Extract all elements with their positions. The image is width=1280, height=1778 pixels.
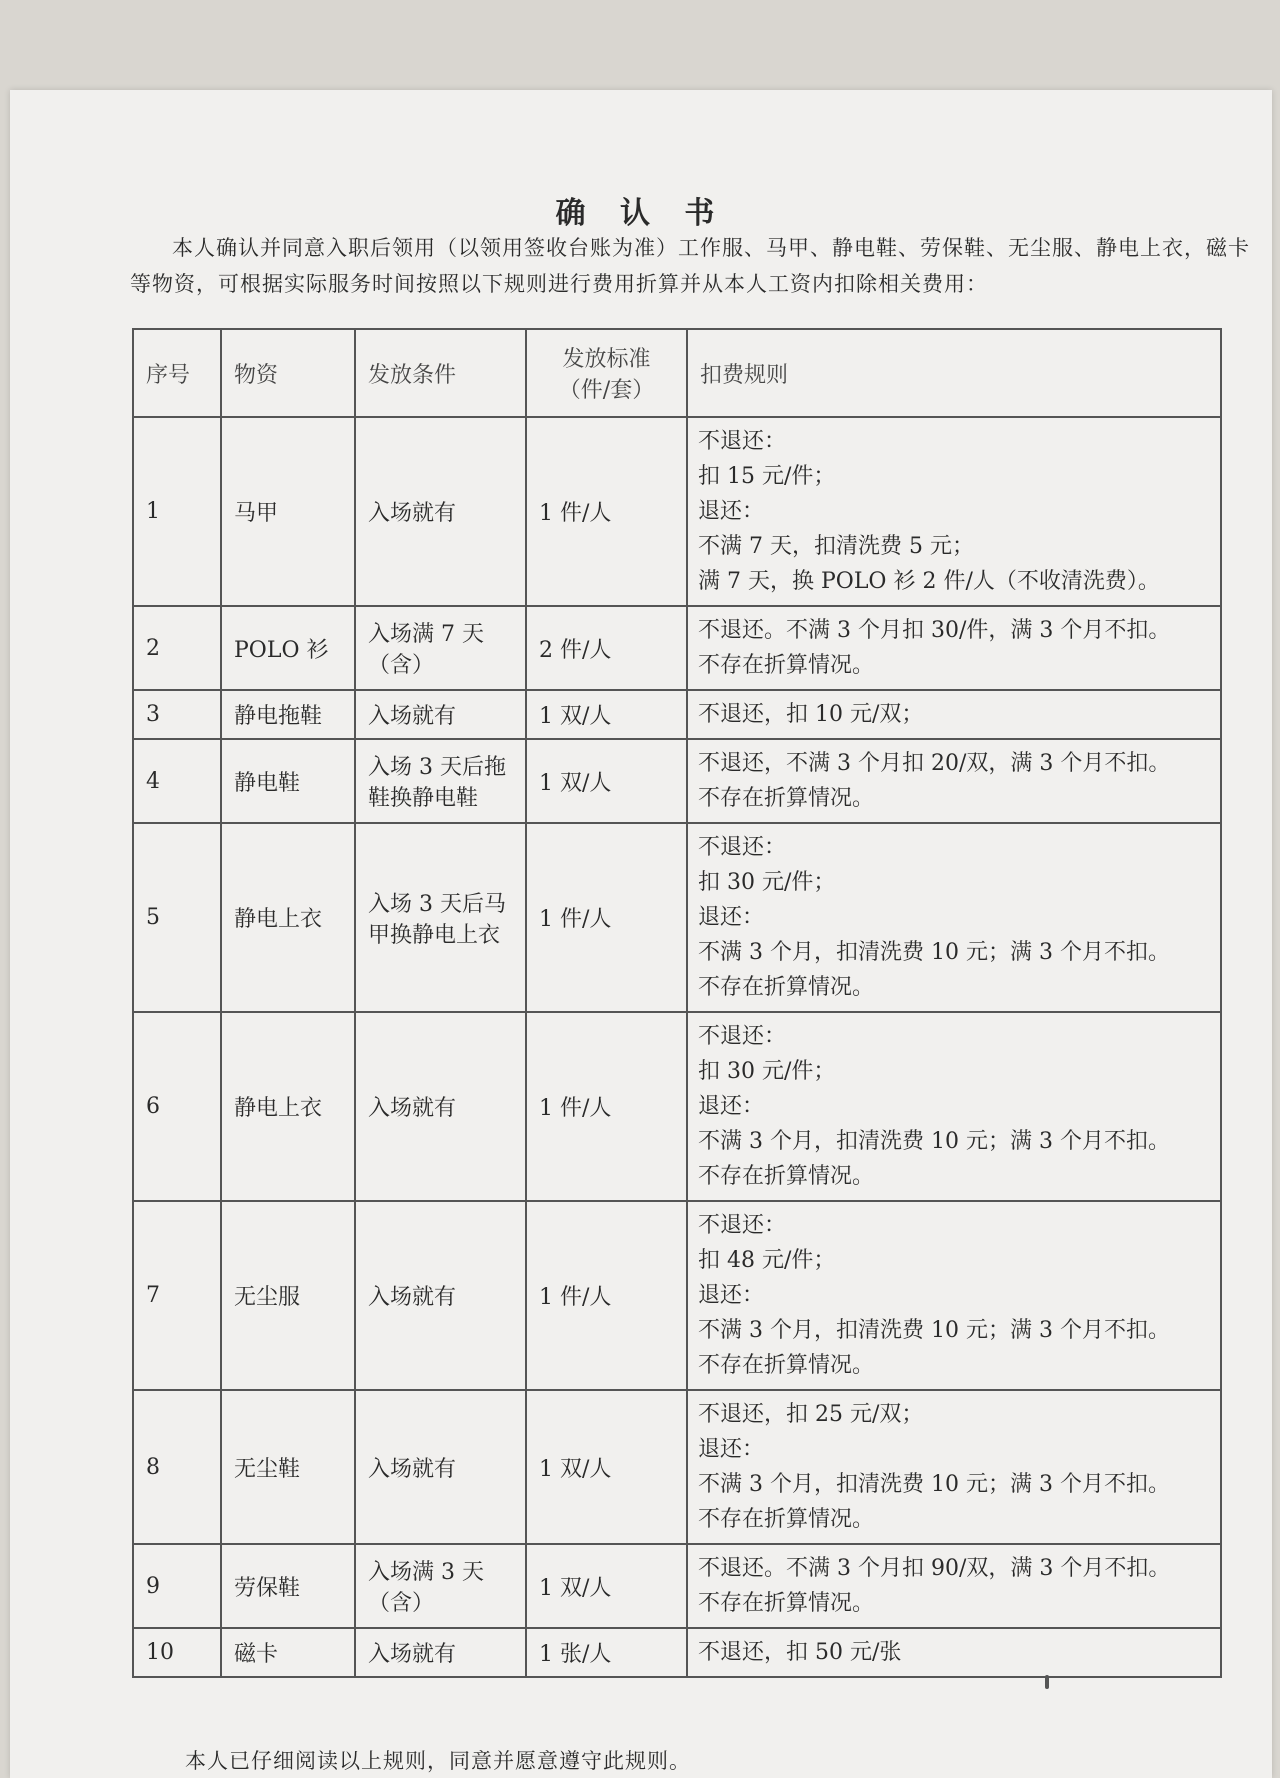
table-row xyxy=(133,739,1221,823)
cell-rules xyxy=(687,1390,1221,1544)
cell-item: 静电鞋 xyxy=(221,739,355,823)
cell-standard: 1 双/人 xyxy=(526,1544,687,1628)
table-row xyxy=(133,1628,1221,1677)
rule-line: 不退还，扣 50 元/张 xyxy=(698,1640,902,1665)
cell-no: 3 xyxy=(133,690,221,739)
rule-line: 不满 3 个月，扣清洗费 10 元；满 3 个月不扣。 xyxy=(698,1318,1170,1343)
cell-standard: 1 双/人 xyxy=(526,1390,687,1544)
deduction-rules-table xyxy=(132,328,1222,1678)
cell-no: 10 xyxy=(133,1628,221,1677)
cell-item: POLO 衫 xyxy=(221,606,355,690)
cell-standard: 1 件/人 xyxy=(526,1012,687,1201)
rule-line: 不存在折算情况。 xyxy=(698,1164,875,1189)
cell-standard: 2 件/人 xyxy=(526,606,687,690)
table-row xyxy=(133,417,1221,606)
cell-rules xyxy=(687,1201,1221,1390)
table-row xyxy=(133,606,1221,690)
cell-rules xyxy=(687,739,1221,823)
cell-standard: 1 双/人 xyxy=(526,739,687,823)
cell-condition: 入场就有 xyxy=(355,690,526,739)
rule-line: 扣 48 元/件； xyxy=(698,1248,836,1273)
rule-line: 退还： xyxy=(698,499,765,524)
rule-line: 不满 3 个月，扣清洗费 10 元；满 3 个月不扣。 xyxy=(698,1129,1170,1154)
cell-item: 磁卡 xyxy=(221,1628,355,1677)
cell-condition: 入场满 7 天（含） xyxy=(355,606,526,690)
rule-line: 不满 7 天，扣清洗费 5 元； xyxy=(698,534,974,559)
document-paper xyxy=(10,90,1272,1778)
rule-line: 退还： xyxy=(698,1437,765,1462)
table-row xyxy=(133,1390,1221,1544)
rule-line: 扣 15 元/件； xyxy=(698,464,836,489)
rule-line: 扣 30 元/件； xyxy=(698,1059,836,1084)
cell-no: 2 xyxy=(133,606,221,690)
rule-line: 满 7 天，换 POLO 衫 2 件/人（不收清洗费）。 xyxy=(698,569,1160,594)
rule-line: 不存在折算情况。 xyxy=(698,1507,875,1532)
cell-rules xyxy=(687,1544,1221,1628)
table-row xyxy=(133,1544,1221,1628)
cell-no: 4 xyxy=(133,739,221,823)
document-title: 确 认 书 xyxy=(555,196,727,231)
cell-item: 无尘鞋 xyxy=(221,1390,355,1544)
cell-no: 6 xyxy=(133,1012,221,1201)
cell-rules xyxy=(687,823,1221,1012)
rule-line: 不退还： xyxy=(698,1213,787,1238)
intro-paragraph: 本人确认并同意入职后领用（以领用签收台账为准）工作服、马甲、静电鞋、劳保鞋、无尘服、静电上衣，磁卡等物资，可根据实际服务时间按照以下规则进行费用折算并从本人工资内扣除相关费用： xyxy=(130,236,1250,296)
footer-statement: 本人已仔细阅读以上规则，同意并愿意遵守此规则。 xyxy=(185,1749,691,1773)
scroll-indicator xyxy=(1045,1675,1049,1689)
rule-line: 不退还： xyxy=(698,835,787,860)
cell-condition: 入场就有 xyxy=(355,1201,526,1390)
rule-line: 不退还，扣 10 元/双； xyxy=(698,702,924,727)
cell-no: 1 xyxy=(133,417,221,606)
cell-no: 7 xyxy=(133,1201,221,1390)
table-row xyxy=(133,1201,1221,1390)
rule-line: 不退还，扣 25 元/双； xyxy=(698,1402,924,1427)
cell-condition: 入场 3 天后马甲换静电上衣 xyxy=(355,823,526,1012)
cell-item: 静电上衣 xyxy=(221,1012,355,1201)
rule-line: 不退还。不满 3 个月扣 90/双，满 3 个月不扣。 xyxy=(698,1556,1171,1581)
cell-item: 静电上衣 xyxy=(221,823,355,1012)
cell-condition: 入场满 3 天（含） xyxy=(355,1544,526,1628)
table-row xyxy=(133,823,1221,1012)
rule-line: 不存在折算情况。 xyxy=(698,653,875,678)
cell-standard: 1 张/人 xyxy=(526,1628,687,1677)
cell-condition: 入场 3 天后拖鞋换静电鞋 xyxy=(355,739,526,823)
rule-line: 不存在折算情况。 xyxy=(698,1591,875,1616)
cell-standard: 1 件/人 xyxy=(526,823,687,1012)
cell-item: 无尘服 xyxy=(221,1201,355,1390)
cell-no: 8 xyxy=(133,1390,221,1544)
rule-line: 不退还： xyxy=(698,1024,787,1049)
rule-line: 不退还。不满 3 个月扣 30/件，满 3 个月不扣。 xyxy=(698,618,1171,643)
cell-no: 9 xyxy=(133,1544,221,1628)
rule-line: 不存在折算情况。 xyxy=(698,786,875,811)
rule-line: 不满 3 个月，扣清洗费 10 元；满 3 个月不扣。 xyxy=(698,1472,1170,1497)
table-row xyxy=(133,690,1221,739)
rule-line: 退还： xyxy=(698,1283,765,1308)
cell-condition: 入场就有 xyxy=(355,417,526,606)
cell-condition: 入场就有 xyxy=(355,1628,526,1677)
table-header-row xyxy=(133,329,1221,417)
rule-line: 不退还： xyxy=(698,429,787,454)
rule-line: 不退还，不满 3 个月扣 20/双，满 3 个月不扣。 xyxy=(698,751,1171,776)
header-item: 物资 xyxy=(221,329,355,417)
cell-standard: 1 件/人 xyxy=(526,417,687,606)
header-condition: 发放条件 xyxy=(355,329,526,417)
cell-item: 静电拖鞋 xyxy=(221,690,355,739)
cell-rules xyxy=(687,690,1221,739)
cell-item: 马甲 xyxy=(221,417,355,606)
header-no: 序号 xyxy=(133,329,221,417)
header-rules: 扣费规则 xyxy=(687,329,1221,417)
cell-no: 5 xyxy=(133,823,221,1012)
cell-item: 劳保鞋 xyxy=(221,1544,355,1628)
cell-condition: 入场就有 xyxy=(355,1390,526,1544)
cell-standard: 1 双/人 xyxy=(526,690,687,739)
cell-standard: 1 件/人 xyxy=(526,1201,687,1390)
header-standard: 发放标准 （件/套） xyxy=(526,329,687,417)
cell-rules xyxy=(687,1628,1221,1677)
rule-line: 不存在折算情况。 xyxy=(698,1353,875,1378)
rule-line: 扣 30 元/件； xyxy=(698,870,836,895)
cell-rules xyxy=(687,417,1221,606)
cell-rules xyxy=(687,1012,1221,1201)
rule-line: 退还： xyxy=(698,1094,765,1119)
cell-condition: 入场就有 xyxy=(355,1012,526,1201)
rule-line: 不满 3 个月，扣清洗费 10 元；满 3 个月不扣。 xyxy=(698,940,1170,965)
rule-line: 退还： xyxy=(698,905,765,930)
table-row xyxy=(133,1012,1221,1201)
rule-line: 不存在折算情况。 xyxy=(698,975,875,1000)
cell-rules xyxy=(687,606,1221,690)
